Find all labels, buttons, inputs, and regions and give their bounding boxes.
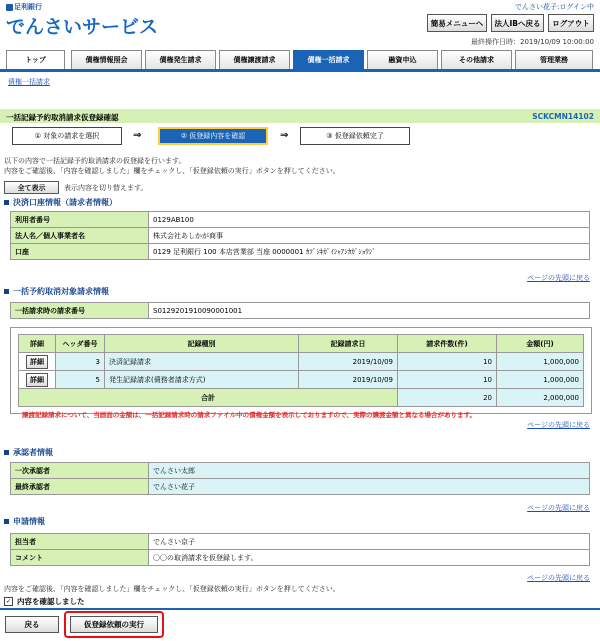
confirm-instruction: 内容をご確認後、「内容を確認しました」欄をチェックし、「仮登録依頼の実行」ボタンを押してください。 <box>4 585 340 593</box>
tab-bulk-request[interactable]: 債権一括請求 <box>293 50 364 69</box>
section-heading-claims: 一括予約取消対象請求情報 <box>4 286 109 297</box>
first-approver-value: でんさい太郎 <box>149 463 590 479</box>
tab-top[interactable]: トップ <box>6 50 65 69</box>
total-row <box>19 389 584 407</box>
company-name-value: 株式会社あしかが商事 <box>149 228 590 244</box>
confirm-checkbox[interactable]: ✓ <box>5 598 12 605</box>
field-label: 口座 <box>11 244 149 260</box>
record-date: 2019/10/09 <box>299 371 398 389</box>
section-bullet-icon <box>4 519 9 524</box>
back-to-top-link[interactable]: ページの先頭に戻る <box>527 274 590 282</box>
bank-logo <box>6 2 42 12</box>
back-to-top-link[interactable]: ページの先頭に戻る <box>527 421 590 429</box>
comment-value: 〇〇の取消請求を仮登録します。 <box>149 550 590 566</box>
header-number: 3 <box>56 353 105 371</box>
amount-note: 譲渡記録請求について、当画面の金額は、一括記録請求時の請求ファイル中の債権金額を表示しておりますので、実際の譲渡金額と異なる場合があります。 <box>22 411 476 419</box>
user-number-value: 0129AB100 <box>149 212 590 228</box>
column-header: 金額(円) <box>497 335 584 353</box>
amount: 1,000,000 <box>497 371 584 389</box>
screen-id: SCKCMN14102 <box>532 112 594 121</box>
bank-mark-icon <box>6 4 13 11</box>
step-request-complete: ③ 仮登録依頼完了 <box>300 127 410 145</box>
tab-transfer-request[interactable]: 債権譲渡請求 <box>219 50 290 69</box>
service-title: でんさいサービス <box>6 16 159 38</box>
toggle-description: 表示内容を切り替えます。 <box>64 184 148 192</box>
record-date: 2019/10/09 <box>299 353 398 371</box>
final-approver-value: でんさい花子 <box>149 479 590 495</box>
tab-issue-request[interactable]: 債権発生請求 <box>145 50 216 69</box>
app-header <box>0 0 600 48</box>
confirm-checkbox-label: 内容を確認しました <box>17 597 85 606</box>
show-all-button[interactable]: 全て表示 <box>4 181 59 194</box>
main-tab-bar <box>0 48 600 72</box>
field-label: 一次承認者 <box>11 463 149 479</box>
record-type: 決済記録請求 <box>105 353 299 371</box>
login-user: でんさい花子:ログイン中 <box>514 3 594 11</box>
back-button[interactable]: 戻る <box>5 616 59 633</box>
field-label: コメント <box>11 550 149 566</box>
field-label: 一括請求時の請求番号 <box>11 303 149 319</box>
step-arrow-icon: ⇒ <box>280 130 289 141</box>
application-table <box>10 533 590 566</box>
amount: 1,000,000 <box>497 353 584 371</box>
last-operation-time: 最終操作日時：2019/10/09 10:00:00 <box>470 38 594 46</box>
table-row <box>19 371 584 389</box>
execute-request-button[interactable]: 仮登録依頼の実行 <box>70 616 158 633</box>
approver-table <box>10 462 590 495</box>
detail-button[interactable]: 詳細 <box>26 373 48 387</box>
tab-claim-inquiry[interactable]: 債権情報照会 <box>71 50 142 69</box>
request-count: 10 <box>398 371 497 389</box>
header-number: 5 <box>56 371 105 389</box>
instruction-line: 内容をご確認後、「内容を確認しました」欄をチェックし、「仮登録依頼の実行」ボタンを押してください。 <box>4 167 340 175</box>
total-amount: 2,000,000 <box>497 389 584 407</box>
section-heading-settlement: 決済口座情報（請求者情報） <box>4 197 117 208</box>
field-label: 利用者番号 <box>11 212 149 228</box>
column-header: 詳細 <box>19 335 56 353</box>
corp-ib-button[interactable]: 法人IBへ戻る <box>491 14 544 32</box>
detail-button[interactable]: 詳細 <box>26 355 48 369</box>
table-row <box>19 353 584 371</box>
account-value: 0129 足利銀行 100 本店営業部 当座 0000001 ｶﾌﾞｼｷｶﾞｲｼｬｱｼｶｶﾞｼｮｳｼﾞ <box>149 244 590 260</box>
footer-divider <box>0 608 600 610</box>
back-to-top-link[interactable]: ページの先頭に戻る <box>527 504 590 512</box>
column-header: 請求件数(件) <box>398 335 497 353</box>
section-heading-application: 申請情報 <box>4 516 45 527</box>
tab-other-request[interactable]: その他請求 <box>441 50 512 69</box>
column-header: 記録種別 <box>105 335 299 353</box>
tab-admin[interactable]: 管理業務 <box>515 50 593 69</box>
total-count: 20 <box>398 389 497 407</box>
page-title-bar <box>0 109 600 123</box>
simple-menu-button[interactable]: 簡易メニューへ <box>427 14 487 32</box>
back-to-top-link[interactable]: ページの先頭に戻る <box>527 574 590 582</box>
breadcrumb[interactable]: 債権一括請求 <box>8 78 50 86</box>
request-count: 10 <box>398 353 497 371</box>
step-select-target: ① 対象の請求を選択 <box>12 127 122 145</box>
field-label: 法人名／個人事業者名 <box>11 228 149 244</box>
staff-value: でんさい京子 <box>149 534 590 550</box>
section-heading-approvers: 承認者情報 <box>4 447 53 458</box>
confirm-checkbox-row[interactable] <box>4 596 85 607</box>
claims-table-frame <box>10 327 592 414</box>
total-label: 合計 <box>19 389 398 407</box>
page-title: 一括記録予約取消請求仮登録確認 <box>6 113 119 122</box>
record-type: 発生記録請求(債務者請求方式) <box>105 371 299 389</box>
field-label: 担当者 <box>11 534 149 550</box>
field-label: 最終承認者 <box>11 479 149 495</box>
column-header: 記録請求日 <box>299 335 398 353</box>
instruction-line: 以下の内容で一括記録予約取消請求の仮登録を行います。 <box>4 157 186 165</box>
request-number-table <box>10 302 590 319</box>
column-header: ヘッダ番号 <box>56 335 105 353</box>
settlement-table <box>10 211 590 260</box>
step-arrow-icon: ⇒ <box>133 130 142 141</box>
bank-name: 足利銀行 <box>14 3 42 11</box>
step-confirm-content: ② 仮登録内容を確認 <box>158 127 268 145</box>
section-bullet-icon <box>4 450 9 455</box>
tab-loan-application[interactable]: 融資申込 <box>367 50 438 69</box>
section-bullet-icon <box>4 200 9 205</box>
claims-table <box>18 334 584 407</box>
logout-button[interactable]: ログアウト <box>548 14 594 32</box>
section-bullet-icon <box>4 289 9 294</box>
request-number-value: S0129201910090001001 <box>149 303 590 319</box>
